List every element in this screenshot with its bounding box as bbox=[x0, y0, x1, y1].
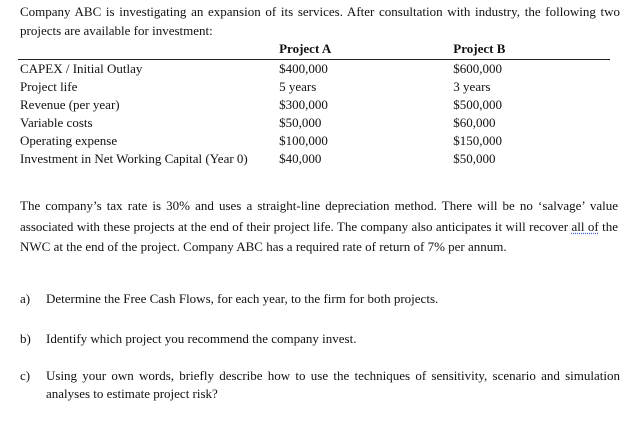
table-row bbox=[18, 60, 610, 79]
question-text: Identify which project you recommend the company invest. bbox=[46, 331, 357, 346]
project-b-value: $600,000 bbox=[453, 61, 503, 76]
question-text: Determine the Free Cash Flows, for each year, to the firm for both projects. bbox=[46, 291, 439, 306]
table-row bbox=[18, 150, 610, 168]
assumptions-paragraph bbox=[20, 196, 618, 258]
question-c bbox=[20, 367, 620, 403]
question-text: Using your own words, briefly describe how to use the techniques of sensitivity, scenario and simulation analyses to estimate project risk? bbox=[46, 368, 620, 401]
row-label: Project life bbox=[20, 79, 78, 94]
project-a-value: $40,000 bbox=[279, 151, 322, 166]
header-project-a: Project A bbox=[277, 39, 451, 60]
project-b-value: $60,000 bbox=[453, 115, 496, 130]
project-a-value: $100,000 bbox=[279, 133, 328, 148]
underlined-phrase: all of bbox=[571, 218, 599, 234]
investment-table bbox=[18, 39, 610, 168]
project-b-value: $150,000 bbox=[453, 133, 503, 148]
table-row bbox=[18, 96, 610, 114]
project-a-value: $300,000 bbox=[279, 97, 328, 112]
question-marker: c) bbox=[20, 368, 31, 383]
table-row bbox=[18, 114, 610, 132]
question-a bbox=[20, 290, 620, 308]
project-a-value: $50,000 bbox=[279, 115, 322, 130]
project-b-value: $50,000 bbox=[453, 151, 496, 166]
question-b bbox=[20, 330, 620, 348]
table-row bbox=[18, 132, 610, 150]
row-label: Investment in Net Working Capital (Year 0) bbox=[20, 151, 248, 166]
question-marker: a) bbox=[20, 291, 31, 306]
paragraph-text-1: The company’s tax rate is 30% and uses a straight-line depreciation method. There will be no ‘salvage’ value associated with these projects at the end of their project life. The company also anticipates it will recover bbox=[20, 198, 618, 234]
header-label bbox=[18, 39, 277, 60]
row-label: Operating expense bbox=[20, 133, 118, 148]
intro-text: Company ABC is investigating an expansion of its services. After consultation with industry, the following two projects are available for investment: bbox=[20, 4, 620, 38]
table-row bbox=[18, 78, 610, 96]
row-label: Revenue (per year) bbox=[20, 97, 120, 112]
table-header-row bbox=[18, 39, 610, 60]
question-marker: b) bbox=[20, 331, 31, 346]
project-a-value: $400,000 bbox=[279, 61, 328, 76]
row-label: CAPEX / Initial Outlay bbox=[20, 61, 143, 76]
project-b-value: 3 years bbox=[453, 79, 491, 94]
header-project-b: Project B bbox=[451, 39, 610, 60]
project-a-value: 5 years bbox=[279, 79, 317, 94]
project-b-value: $500,000 bbox=[453, 97, 503, 112]
row-label: Variable costs bbox=[20, 115, 93, 130]
paragraph-text-2: the NWC at the end of the project. Company ABC has a required rate of return of 7% per annum. bbox=[20, 218, 618, 254]
